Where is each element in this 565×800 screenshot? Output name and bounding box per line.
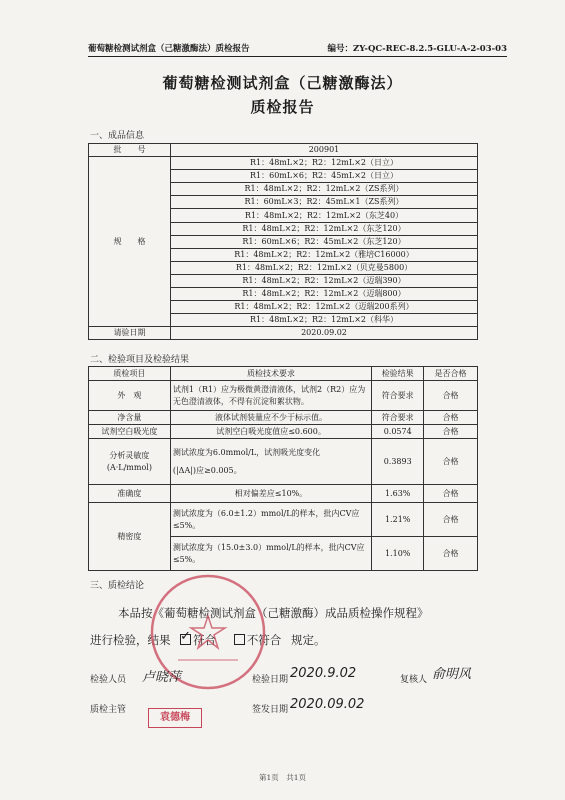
inspect-date-label: 检验日期 xyxy=(252,675,289,685)
result-precision-a: 1.21% xyxy=(372,503,424,537)
col-header-requirement: 质检技术要求 xyxy=(170,367,371,381)
spec-item: R1：48mL×2；R2：12mL×2（迈瑞200系列） xyxy=(171,301,478,314)
item-sensitivity-name: 分析灵敏度 xyxy=(109,450,150,460)
inspector-label: 检验人员 xyxy=(90,675,127,685)
pass-accuracy: 合格 xyxy=(424,485,478,503)
table-row xyxy=(89,439,478,485)
date-label: 请验日期 xyxy=(89,327,171,340)
batch-value: 200901 xyxy=(171,144,478,157)
result-precision-b: 1.10% xyxy=(372,537,424,571)
pass-volume: 合格 xyxy=(424,411,478,425)
reviewer-signature: 俞明风 xyxy=(432,667,472,682)
spec-item: R1：60mL×6；R2：45mL×2（日立） xyxy=(171,170,478,183)
col-header-item: 质检项目 xyxy=(89,367,171,381)
item-accuracy: 准确度 xyxy=(89,485,171,503)
table-row xyxy=(89,327,478,340)
report-subtitle: 质检报告 xyxy=(250,98,315,116)
table-row xyxy=(89,381,478,411)
result-blank: 0.0574 xyxy=(372,425,424,439)
spec-item: R1：48mL×2；R2：12mL×2（雅培C16000） xyxy=(171,248,478,261)
header-title: 葡萄糖检测试剂盒（己糖激酶法）质检报告 xyxy=(88,44,250,54)
req-precision-b: 测试浓度为（15.0±3.0）mmol/L的样本，批内CV应≤5%。 xyxy=(170,537,371,571)
qc-supervisor-stamp: 袁德梅 xyxy=(148,708,202,728)
report-title: 葡萄糖检测试剂盒（己糖激酶法） xyxy=(162,74,403,92)
spec-item: R1：48mL×2；R2：12mL×2（东芝40） xyxy=(171,209,478,222)
spec-item: R1：48mL×2；R2：12mL×2（迈瑞390） xyxy=(171,274,478,287)
spec-label: 规 格 xyxy=(89,157,171,327)
col-header-result: 检验结果 xyxy=(372,367,424,381)
result-volume: 符合要求 xyxy=(372,411,424,425)
req-blank: 试剂空白吸光度值应≤0.600。 xyxy=(170,425,371,439)
conclusion-prefix: 进行检验，结果 xyxy=(90,633,171,647)
item-appearance: 外 观 xyxy=(89,381,171,411)
req-sensitivity-line1: 测试浓度为6.0mmol/L，试剂吸光度变化 xyxy=(172,448,321,457)
inspect-date-value: 2020.9.02 xyxy=(290,666,357,681)
table-row xyxy=(89,157,478,170)
spec-item: R1：60mL×3；R2：45mL×1（ZS系列） xyxy=(171,196,478,209)
col-header-pass: 是否合格 xyxy=(424,367,478,381)
req-accuracy: 相对偏差应≤10%。 xyxy=(170,485,371,503)
table-row xyxy=(89,144,478,157)
conclusion-line1: 本品按《葡萄糖检测试剂盒（己糖激酶）成品质检操作规程》 xyxy=(118,606,429,620)
date-value: 2020.09.02 xyxy=(171,327,478,340)
item-precision: 精密度 xyxy=(89,503,171,571)
test-results-table xyxy=(88,366,478,571)
result-appearance: 符合要求 xyxy=(372,381,424,411)
table-row xyxy=(89,425,478,439)
section3-heading: 三、质检结论 xyxy=(90,581,145,591)
pass-option-label: 符合 xyxy=(193,633,217,647)
req-sensitivity-line2: (|ΔA|)应≥0.005。 xyxy=(172,465,242,475)
table-row xyxy=(89,503,478,537)
table-header-row xyxy=(89,367,478,381)
issue-date-value: 2020.09.02 xyxy=(290,697,365,712)
pass-appearance: 合格 xyxy=(424,381,478,411)
req-appearance: 试剂1（R1）应为极微黄澄清液体，试剂2（R2）应为无色澄清液体，不得有沉淀和絮状物。 xyxy=(170,381,371,411)
fail-option-label: 不符合 xyxy=(246,633,282,647)
item-sensitivity-unit: (A·L/mmol) xyxy=(106,462,152,472)
item-blank: 试剂空白吸光度 xyxy=(89,425,171,439)
req-sensitivity xyxy=(170,439,371,485)
spec-item: R1：48mL×2；R2：12mL×2（迈瑞800） xyxy=(171,288,478,301)
spec-item: R1：48mL×2；R2：12mL×2（ZS系列） xyxy=(171,183,478,196)
req-precision-a: 测试浓度为（6.0±1.2）mmol/L的样本，批内CV应≤5%。 xyxy=(170,503,371,537)
spec-item: R1：48mL×2；R2：12mL×2（科华） xyxy=(171,314,478,327)
item-volume: 净含量 xyxy=(89,411,171,425)
page-header xyxy=(88,40,507,57)
table-row xyxy=(89,485,478,503)
reviewer-label: 复核人 xyxy=(400,675,428,685)
section2-heading: 二、检验项目及检验结果 xyxy=(90,355,190,365)
spec-item: R1：48mL×2；R2：12mL×2（日立） xyxy=(171,157,478,170)
qc-supervisor-label: 质检主管 xyxy=(90,705,127,715)
checkmark-icon: ✓ xyxy=(180,629,192,644)
product-info-table xyxy=(88,143,478,340)
req-volume: 液体试剂装量应不少于标示值。 xyxy=(170,411,371,425)
table-row xyxy=(89,411,478,425)
pass-precision-b: 合格 xyxy=(424,537,478,571)
result-accuracy: 1.63% xyxy=(372,485,424,503)
page-footer: 第1页 共1页 xyxy=(258,773,307,782)
pass-blank: 合格 xyxy=(424,425,478,439)
issue-date-label: 签发日期 xyxy=(252,705,289,715)
pass-sensitivity: 合格 xyxy=(424,439,478,485)
conclusion-suffix: 规定。 xyxy=(290,633,326,647)
spec-item: R1：60mL×6；R2：45mL×2（东芝120） xyxy=(171,235,478,248)
result-sensitivity: 0.3893 xyxy=(372,439,424,485)
section1-heading: 一、成品信息 xyxy=(90,131,145,141)
item-sensitivity xyxy=(89,439,171,485)
header-doc-number: 编号：ZY-QC-REC-8.2.5-GLU-A-2-03-03 xyxy=(327,44,507,54)
spec-item: R1：48mL×2；R2：12mL×2（贝克曼5800） xyxy=(171,261,478,274)
batch-label: 批 号 xyxy=(89,144,171,157)
inspector-signature: 卢晓萍 xyxy=(142,670,182,685)
pass-precision-a: 合格 xyxy=(424,503,478,537)
spec-item: R1：48mL×2；R2：12mL×2（东芝120） xyxy=(171,222,478,235)
